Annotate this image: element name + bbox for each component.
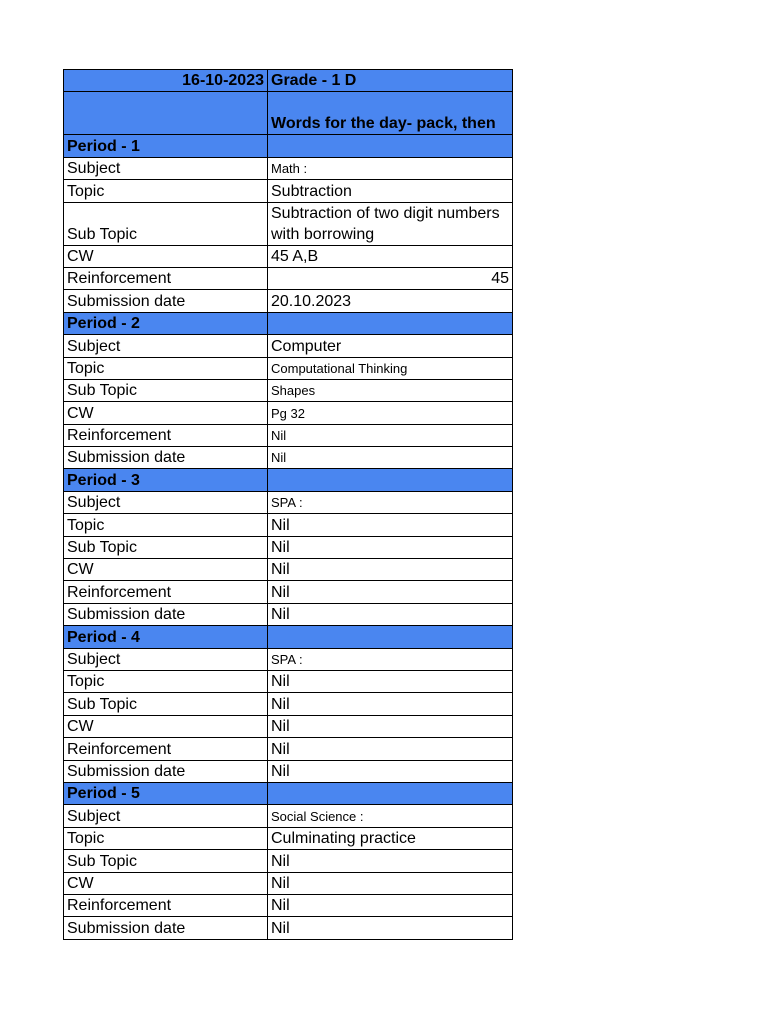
submission-value: Nil (268, 917, 513, 939)
subject-value: SPA : (268, 491, 513, 513)
submission-value: 20.10.2023 (268, 290, 513, 312)
row-label: Reinforcement (64, 581, 268, 603)
table-row (64, 245, 513, 267)
cw-value: 45 A,B (268, 245, 513, 267)
table-row (64, 447, 513, 469)
row-label: Subject (64, 805, 268, 827)
row-label: Sub Topic (64, 850, 268, 872)
period-title: Period - 1 (64, 135, 268, 157)
period-header-blank (268, 626, 513, 648)
table-row (64, 715, 513, 737)
table-row (64, 894, 513, 916)
row-label: Subject (64, 157, 268, 179)
table-row (64, 335, 513, 357)
table-row (64, 581, 513, 603)
reinforcement-value: Nil (268, 894, 513, 916)
sub-topic-value: Nil (268, 693, 513, 715)
subject-value: Computer (268, 335, 513, 357)
note-blank-cell (64, 92, 268, 135)
row-label: Topic (64, 514, 268, 536)
period-header-row (64, 626, 513, 648)
reinforcement-value: 45 (268, 267, 513, 289)
period-header-row (64, 782, 513, 804)
row-label: Reinforcement (64, 738, 268, 760)
submission-value: Nil (268, 603, 513, 625)
table-row (64, 157, 513, 179)
cw-value: Nil (268, 715, 513, 737)
row-label: Topic (64, 180, 268, 202)
table-row (64, 805, 513, 827)
reinforcement-value: Nil (268, 581, 513, 603)
table-row (64, 267, 513, 289)
table-row (64, 402, 513, 424)
topic-value: Nil (268, 514, 513, 536)
row-label: Sub Topic (64, 379, 268, 401)
row-label: Reinforcement (64, 424, 268, 446)
table-row (64, 760, 513, 782)
grade-cell: Grade - 1 D (268, 70, 513, 92)
row-label: Subject (64, 335, 268, 357)
row-label: Topic (64, 827, 268, 849)
row-label: Submission date (64, 603, 268, 625)
table-row (64, 559, 513, 581)
cw-value: Nil (268, 559, 513, 581)
period-header-blank (268, 469, 513, 491)
period-header-row (64, 135, 513, 157)
table-row (64, 670, 513, 692)
sub-topic-value: Shapes (268, 379, 513, 401)
table-row (64, 202, 513, 245)
period-title: Period - 2 (64, 312, 268, 334)
period-title: Period - 4 (64, 626, 268, 648)
row-label: CW (64, 715, 268, 737)
table-row (64, 738, 513, 760)
row-label: CW (64, 402, 268, 424)
timetable (63, 69, 513, 940)
header-row (64, 70, 513, 92)
period-title: Period - 5 (64, 782, 268, 804)
table-row (64, 424, 513, 446)
topic-value: Subtraction (268, 180, 513, 202)
table-row (64, 648, 513, 670)
table-row (64, 693, 513, 715)
reinforcement-value: Nil (268, 738, 513, 760)
sub-topic-value: Nil (268, 536, 513, 558)
row-label: Submission date (64, 917, 268, 939)
row-label: Subject (64, 648, 268, 670)
sub-topic-value: Subtraction of two digit numbers with borrowing (268, 202, 513, 245)
row-label: Sub Topic (64, 536, 268, 558)
topic-value: Culminating practice (268, 827, 513, 849)
table-row (64, 850, 513, 872)
row-label: Subject (64, 491, 268, 513)
period-header-blank (268, 135, 513, 157)
note-row (64, 92, 513, 135)
period-header-blank (268, 782, 513, 804)
row-label: Submission date (64, 447, 268, 469)
timetable-sheet (63, 69, 512, 940)
row-label: Topic (64, 357, 268, 379)
row-label: Sub Topic (64, 202, 268, 245)
row-label: Reinforcement (64, 267, 268, 289)
row-label: CW (64, 559, 268, 581)
table-row (64, 917, 513, 939)
submission-value: Nil (268, 447, 513, 469)
subject-value: Social Science : (268, 805, 513, 827)
row-label: CW (64, 872, 268, 894)
subject-value: SPA : (268, 648, 513, 670)
sub-topic-value: Nil (268, 850, 513, 872)
table-row (64, 491, 513, 513)
table-row (64, 536, 513, 558)
period-header-blank (268, 312, 513, 334)
subject-value: Math : (268, 157, 513, 179)
table-row (64, 827, 513, 849)
row-label: Topic (64, 670, 268, 692)
row-label: CW (64, 245, 268, 267)
date-cell: 16-10-2023 (64, 70, 268, 92)
reinforcement-value: Nil (268, 424, 513, 446)
table-row (64, 357, 513, 379)
row-label: Sub Topic (64, 693, 268, 715)
table-row (64, 514, 513, 536)
topic-value: Computational Thinking (268, 357, 513, 379)
note-cell: Words for the day- pack, then (268, 92, 513, 135)
row-label: Reinforcement (64, 894, 268, 916)
row-label: Submission date (64, 290, 268, 312)
table-row (64, 603, 513, 625)
table-row (64, 290, 513, 312)
period-header-row (64, 312, 513, 334)
cw-value: Nil (268, 872, 513, 894)
row-label: Submission date (64, 760, 268, 782)
submission-value: Nil (268, 760, 513, 782)
topic-value: Nil (268, 670, 513, 692)
period-title: Period - 3 (64, 469, 268, 491)
table-row (64, 872, 513, 894)
cw-value: Pg 32 (268, 402, 513, 424)
table-row (64, 180, 513, 202)
table-row (64, 379, 513, 401)
period-header-row (64, 469, 513, 491)
